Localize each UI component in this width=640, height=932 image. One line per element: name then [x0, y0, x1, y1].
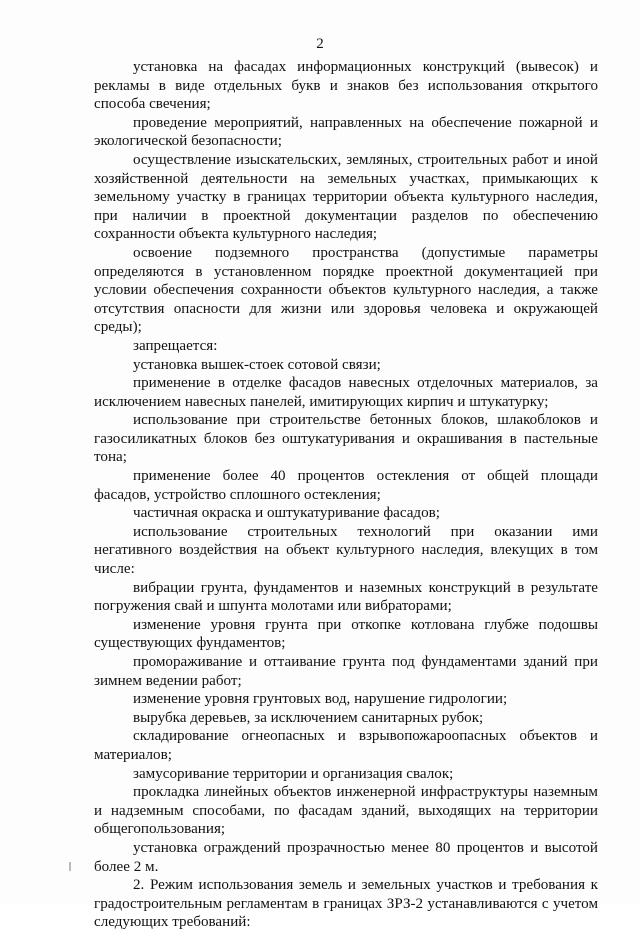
- paragraph: применение в отделке фасадов навесных отделочных материалов, за исключением навесных панелей, имитирующих кирпич и штукатурку;: [94, 375, 598, 410]
- paragraph: установка вышек-стоек сотовой связи;: [133, 356, 381, 373]
- paragraph: использование при строительстве бетонных блоков, шлакоблоков и газосиликатных блоков без оштукатуривания и окрашивания в пастельные тона;: [94, 412, 598, 466]
- paragraph: установка ограждений прозрачностью менее 80 процентов и высотой более 2 м.: [94, 839, 598, 875]
- paragraph: 2. Режим использования земель и земельных участков и требования к градостроительным регламентам в границах ЗРЗ-2 устанавливаются с учетом следующих требований:: [94, 877, 598, 931]
- paragraph: вырубка деревьев, за исключением санитарных рубок;: [133, 709, 484, 726]
- paragraph: изменение уровня грунтовых вод, нарушение гидрологии;: [133, 691, 508, 708]
- paragraph: запрещается:: [133, 337, 218, 354]
- paragraph: проведение мероприятий, направленных на обеспечение пожарной и экологической безопасности;: [94, 114, 598, 150]
- scan-speck: [69, 862, 71, 871]
- paragraph: прокладка линейных объектов инженерной инфраструктуры наземным и надземным способами, по фасадам зданий, выходящих на территории общегопользования;: [94, 784, 598, 838]
- paragraph: осуществление изыскательских, земляных, строительных работ и иной хозяйственной деятельности на земельных участках, примыкающих к земельному участку в границах территории объекта культурного наследия, при наличии в проектной документации разделов по обеспечению сохранности объекта культурного наследия;: [94, 151, 598, 243]
- paragraph: освоение подземного пространства (допустимые параметры определяются в установленном порядке проектной документацией при условии обеспечения сохранности объектов культурного наследия, а также отсутствия опасности для жизни или здоровья человека и окружающей среды);: [94, 244, 598, 336]
- paragraph: установка на фасадах информационных конструкций (вывесок) и рекламы в виде отдельных букв и знаков без использования открытого способа свечения;: [94, 59, 598, 113]
- paragraph: замусоривание территории и организация свалок;: [133, 765, 454, 782]
- page-number: 2: [316, 36, 324, 52]
- paragraph: промораживание и оттаивание грунта под фундаментами зданий при зимнем ведении работ;: [94, 654, 598, 689]
- paragraph: частичная окраска и оштукатуривание фасадов;: [133, 505, 440, 522]
- document-body: [94, 58, 598, 932]
- paragraph: применение более 40 процентов остекления от общей площади фасадов, устройство сплошного остекления;: [94, 468, 598, 503]
- paragraph: вибрации грунта, фундаментов и наземных конструкций в результате погружения свай и шпунта молотами или вибраторами;: [94, 579, 598, 615]
- paragraph: складирование огнеопасных и взрывопожароопасных объектов и материалов;: [94, 728, 598, 763]
- paragraph: изменение уровня грунта при откопке котлована глубже подошвы существующих фундаментов;: [94, 616, 598, 652]
- paragraph: использование строительных технологий при оказании ими негативного воздействия на объект культурного наследия, влекущих в том числе:: [94, 523, 598, 578]
